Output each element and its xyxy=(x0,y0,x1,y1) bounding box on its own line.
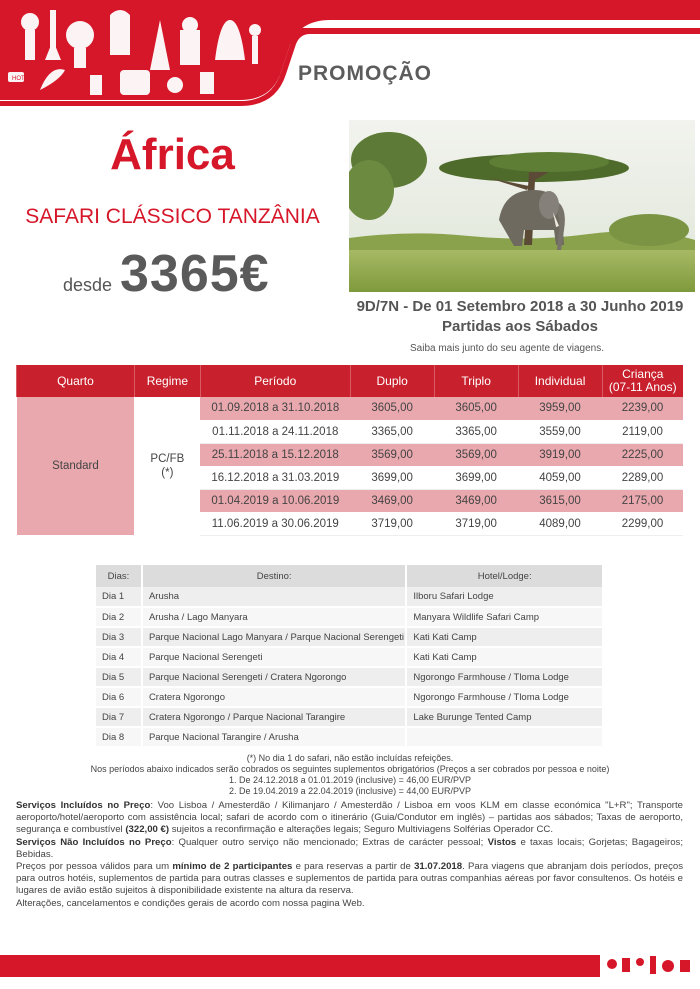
meal-note: (*) No dia 1 do safari, não estão incluídas refeições. xyxy=(246,753,454,763)
hotel-cell: Kati Kati Camp xyxy=(406,627,603,647)
prices-text-b: e para reservas a partir de xyxy=(292,861,415,873)
child-price: 2239,00 xyxy=(602,397,683,420)
board-type-label: PC/FB xyxy=(150,452,185,465)
destination-title: África xyxy=(110,130,235,179)
booking-date: 31.07.2018 xyxy=(414,861,463,873)
destination-cell: Parque Nacional Serengeti / Cratera Ngorongo xyxy=(142,667,406,687)
double-price: 3469,00 xyxy=(350,489,434,512)
date-range: 9D/7N - De 01 Setembro 2018 a 30 Junho 2019 xyxy=(356,298,684,315)
period-cell: 01.11.2018 a 24.11.2018 xyxy=(200,420,350,443)
promo-label: PROMOÇÃO xyxy=(298,62,432,85)
destination-cell: Parque Nacional Tarangire / Arusha xyxy=(142,727,406,747)
period-cell: 25.11.2018 a 15.12.2018 xyxy=(200,443,350,466)
min-participants: mínimo de 2 participantes xyxy=(172,861,293,873)
col-single: Individual xyxy=(518,365,602,397)
col-double: Duplo xyxy=(350,365,434,397)
itinerary-header xyxy=(96,565,603,587)
col-triple: Triplo xyxy=(434,365,518,397)
hotel-cell: Manyara Wildlife Safari Camp xyxy=(406,607,603,627)
period-cell: 01.09.2018 a 31.10.2018 xyxy=(200,397,350,420)
double-price: 3699,00 xyxy=(350,466,434,489)
single-price: 3919,00 xyxy=(518,443,602,466)
single-price: 3959,00 xyxy=(518,397,602,420)
room-type: Standard xyxy=(17,397,135,535)
single-price: 4089,00 xyxy=(518,512,602,535)
supplement-notes xyxy=(0,753,700,797)
destination-cell: Arusha xyxy=(142,587,406,607)
headline-price: 3365€ xyxy=(120,245,270,303)
double-price: 3365,00 xyxy=(350,420,434,443)
included-text-2: sujeitos a reconfirmação e alterações legais; Seguro Multiviagens Solférias Operador CC. xyxy=(169,824,553,836)
itinerary-row xyxy=(96,627,603,647)
triple-price: 3569,00 xyxy=(434,443,518,466)
col-day: Dias: xyxy=(96,565,142,587)
period-cell: 01.04.2019 a 10.06.2019 xyxy=(200,489,350,512)
board-type-note: (*) xyxy=(161,466,174,479)
price-row xyxy=(17,397,684,420)
col-child xyxy=(602,365,683,397)
day-cell: Dia 8 xyxy=(96,727,142,747)
price-table-header xyxy=(17,365,684,397)
tour-subtitle: SAFARI CLÁSSICO TANZÂNIA xyxy=(25,205,320,228)
triple-price: 3719,00 xyxy=(434,512,518,535)
child-price: 2299,00 xyxy=(602,512,683,535)
elephant-photo xyxy=(349,120,695,292)
excluded-text-2: e taxas locais; Gorjetas; Bagageiros; Bebidas. xyxy=(16,836,684,860)
hotel-cell: Ilboru Safari Lodge xyxy=(406,587,603,607)
col-period: Período xyxy=(200,365,350,397)
period-cell: 16.12.2018 a 31.03.2019 xyxy=(200,466,350,489)
supplement-2: 2. De 19.04.2019 a 22.04.2019 (inclusive) = 44,00 EUR/PVP xyxy=(229,786,471,796)
destination-cell: Parque Nacional Lago Manyara / Parque Nacional Serengeti xyxy=(142,627,406,647)
hotel-cell: Kati Kati Camp xyxy=(406,647,603,667)
price-table xyxy=(16,365,683,536)
double-price: 3605,00 xyxy=(350,397,434,420)
period-cell: 11.06.2019 a 30.06.2019 xyxy=(200,512,350,535)
day-cell: Dia 7 xyxy=(96,707,142,727)
col-board: Regime xyxy=(134,365,200,397)
svg-text:HOTEL: HOTEL xyxy=(12,76,33,82)
day-cell: Dia 1 xyxy=(96,587,142,607)
itinerary-row xyxy=(96,727,603,747)
day-cell: Dia 4 xyxy=(96,647,142,667)
terms-text xyxy=(16,800,683,910)
itinerary-row xyxy=(96,707,603,727)
destination-cell: Cratera Ngorongo / Parque Nacional Tarangire xyxy=(142,707,406,727)
day-cell: Dia 6 xyxy=(96,687,142,707)
header-banner xyxy=(0,0,700,120)
agent-note: Saiba mais junto do seu agente de viagens. xyxy=(410,343,605,354)
col-child-age: (07-11 Anos) xyxy=(608,380,677,394)
footer-banner xyxy=(0,952,700,982)
travel-dates xyxy=(345,297,695,337)
itinerary-row xyxy=(96,647,603,667)
excluded-label: Serviços Não Incluídos no Preço xyxy=(16,836,172,848)
supplement-intro: Nos períodos abaixo indicados serão cobrados os seguintes suplementos obrigatórios (Preços a ser cobrados por pessoa e noite) xyxy=(90,764,610,774)
triple-price: 3699,00 xyxy=(434,466,518,489)
hotel-cell: Lake Burunge Tented Camp xyxy=(406,707,603,727)
triple-price: 3469,00 xyxy=(434,489,518,512)
day-cell: Dia 3 xyxy=(96,627,142,647)
col-hotel: Hotel/Lodge: xyxy=(406,565,603,587)
hotel-cell: Ngorongo Farmhouse / Tloma Lodge xyxy=(406,687,603,707)
changes-text: Alterações, cancelamentos e condições gerais de acordo com nossa pagina Web. xyxy=(16,897,365,909)
double-price: 3719,00 xyxy=(350,512,434,535)
single-price: 3615,00 xyxy=(518,489,602,512)
itinerary-row xyxy=(96,587,603,607)
prices-text-c: . Para viagens que abranjam dois períodos, preços para outros hotéis, suplementos de partida para outras classes e suplementos de partida para outras companhias aéreas por favor consultenos. Os hotéis e lugares de avião estão sujeitos à disponibilidade existente na altura da reserva. xyxy=(16,861,683,897)
visa-label: Vistos xyxy=(487,836,517,848)
col-room: Quarto xyxy=(17,365,135,397)
child-price: 2289,00 xyxy=(602,466,683,489)
hotel-cell: Ngorongo Farmhouse / Tloma Lodge xyxy=(406,667,603,687)
hotel-cell xyxy=(406,727,603,747)
destination-cell: Cratera Ngorongo xyxy=(142,687,406,707)
supplement-1: 1. De 24.12.2018 a 01.01.2019 (inclusive) = 46,00 EUR/PVP xyxy=(229,775,471,785)
itinerary-row xyxy=(96,687,603,707)
day-cell: Dia 2 xyxy=(96,607,142,627)
double-price: 3569,00 xyxy=(350,443,434,466)
itinerary-row xyxy=(96,607,603,627)
departure-days: Partidas aos Sábados xyxy=(442,318,598,335)
destination-cell: Arusha / Lago Manyara xyxy=(142,607,406,627)
itinerary-table xyxy=(96,565,604,748)
excluded-text: : Qualquer outro serviço não mencionado; Extras de carácter pessoal; xyxy=(171,836,488,848)
col-child-label: Criança xyxy=(622,367,664,381)
board-type xyxy=(134,397,200,535)
single-price: 3559,00 xyxy=(518,420,602,443)
col-destination: Destino: xyxy=(142,565,406,587)
child-price: 2119,00 xyxy=(602,420,683,443)
destination-cell: Parque Nacional Serengeti xyxy=(142,647,406,667)
airport-tax: (322,00 €) xyxy=(125,824,170,836)
from-label: desde xyxy=(63,275,113,295)
included-text: : Voo Lisboa / Amesterdão / Kilimanjaro / Amesterdão / Lisboa em voos KLM em classe económica "L+R"; Transporte aeroporto/hotel/aeroporto com assistência local; safari de acordo com o itinerário (Guia/Condutor em inglês) – partidas aos sábados; Taxas de aeroporto, segurança e combustível xyxy=(16,800,683,836)
triple-price: 3605,00 xyxy=(434,397,518,420)
included-label: Serviços Incluídos no Preço xyxy=(16,800,151,811)
triple-price: 3365,00 xyxy=(434,420,518,443)
prices-text-a: Preços por pessoa válidos para um xyxy=(16,861,173,873)
child-price: 2175,00 xyxy=(602,489,683,512)
single-price: 4059,00 xyxy=(518,466,602,489)
itinerary-row xyxy=(96,667,603,687)
child-price: 2225,00 xyxy=(602,443,683,466)
day-cell: Dia 5 xyxy=(96,667,142,687)
